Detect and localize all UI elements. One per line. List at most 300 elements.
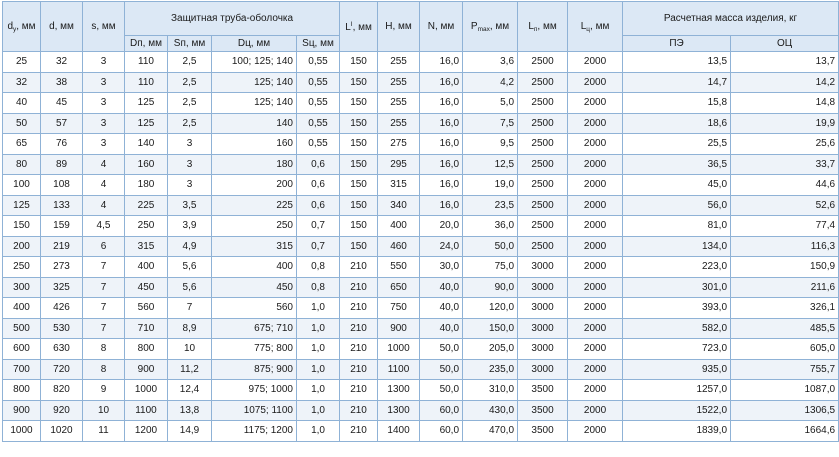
table-cell: 12,4 xyxy=(168,380,212,401)
table-cell: 16,0 xyxy=(420,154,463,175)
table-cell: 81,0 xyxy=(623,216,731,237)
table-cell: 133 xyxy=(41,195,83,216)
table-cell: 750 xyxy=(378,298,420,319)
table-cell: 4,9 xyxy=(168,236,212,257)
table-cell: 159 xyxy=(41,216,83,237)
table-cell: 150 xyxy=(340,113,378,134)
table-cell: 3000 xyxy=(518,257,568,278)
table-cell: 3 xyxy=(168,154,212,175)
table-cell: 7 xyxy=(83,318,125,339)
table-cell: 50,0 xyxy=(463,236,518,257)
table-cell: 25,6 xyxy=(731,134,839,155)
table-cell: 7 xyxy=(168,298,212,319)
col-header-n: N, мм xyxy=(420,2,463,52)
table-cell: 2000 xyxy=(568,134,623,155)
table-cell: 75,0 xyxy=(463,257,518,278)
table-cell: 430,0 xyxy=(463,400,518,421)
table-row xyxy=(3,277,839,298)
col-header-l: $L^I$, мм xyxy=(340,2,378,52)
table-cell: 10 xyxy=(83,400,125,421)
table-cell: 400 xyxy=(212,257,297,278)
table-cell: 3500 xyxy=(518,421,568,442)
table-cell: 116,3 xyxy=(731,236,839,257)
table-cell: 315 xyxy=(125,236,168,257)
table-cell: 3 xyxy=(168,134,212,155)
table-cell: 2500 xyxy=(518,236,568,257)
table-cell: 0,6 xyxy=(297,175,340,196)
table-cell: 50,0 xyxy=(420,380,463,401)
table-cell: 160 xyxy=(125,154,168,175)
table-cell: 52,6 xyxy=(731,195,839,216)
table-cell: 14,9 xyxy=(168,421,212,442)
table-cell: 450 xyxy=(125,277,168,298)
table-cell: 36,5 xyxy=(623,154,731,175)
table-cell: 140 xyxy=(125,134,168,155)
table-cell: 310,0 xyxy=(463,380,518,401)
table-body xyxy=(3,52,839,442)
table-cell: 210 xyxy=(340,318,378,339)
table-cell: 125 xyxy=(3,195,41,216)
table-cell: 7 xyxy=(83,257,125,278)
table-cell: 2000 xyxy=(568,318,623,339)
table-cell: 2000 xyxy=(568,93,623,114)
table-cell: 40,0 xyxy=(420,298,463,319)
table-cell: 65 xyxy=(3,134,41,155)
table-cell: 50 xyxy=(3,113,41,134)
table-cell: 150 xyxy=(340,134,378,155)
table-row xyxy=(3,380,839,401)
table-cell: 16,0 xyxy=(420,195,463,216)
table-cell: 755,7 xyxy=(731,359,839,380)
table-cell: 8 xyxy=(83,359,125,380)
table-cell: 125 xyxy=(125,113,168,134)
table-cell: 0,8 xyxy=(297,257,340,278)
table-cell: 32 xyxy=(41,52,83,73)
table-cell: 0,6 xyxy=(297,154,340,175)
table-cell: 210 xyxy=(340,421,378,442)
table-cell: 273 xyxy=(41,257,83,278)
table-row xyxy=(3,298,839,319)
col-header-sc: Sц, мм xyxy=(297,36,340,52)
table-cell: 800 xyxy=(3,380,41,401)
table-cell: 450 xyxy=(212,277,297,298)
table-cell: 2500 xyxy=(518,175,568,196)
table-cell: 935,0 xyxy=(623,359,731,380)
table-cell: 1,0 xyxy=(297,359,340,380)
table-cell: 60,0 xyxy=(420,421,463,442)
table-cell: 295 xyxy=(378,154,420,175)
table-cell: 393,0 xyxy=(623,298,731,319)
table-cell: 15,8 xyxy=(623,93,731,114)
table-cell: 340 xyxy=(378,195,420,216)
table-cell: 125; 140 xyxy=(212,93,297,114)
table-cell: 900 xyxy=(378,318,420,339)
table-cell: 5,0 xyxy=(463,93,518,114)
table-cell: 210 xyxy=(340,359,378,380)
table-cell: 9,5 xyxy=(463,134,518,155)
table-cell: 3 xyxy=(168,175,212,196)
table-cell: 40 xyxy=(3,93,41,114)
table-cell: 25 xyxy=(3,52,41,73)
col-header-pmax: $P_{max}$, мм xyxy=(463,2,518,52)
table-cell: 7 xyxy=(83,298,125,319)
table-cell: 13,7 xyxy=(731,52,839,73)
table-cell: 19,9 xyxy=(731,113,839,134)
table-cell: 100 xyxy=(3,175,41,196)
table-cell: 0,8 xyxy=(297,277,340,298)
table-row xyxy=(3,72,839,93)
table-row xyxy=(3,216,839,237)
table-cell: 150 xyxy=(340,154,378,175)
table-cell: 6 xyxy=(83,236,125,257)
table-cell: 530 xyxy=(41,318,83,339)
table-cell: 18,6 xyxy=(623,113,731,134)
table-cell: 975; 1000 xyxy=(212,380,297,401)
col-group-mass: Расчетная масса изделия, кг xyxy=(623,2,839,36)
table-cell: 900 xyxy=(3,400,41,421)
table-cell: 210 xyxy=(340,277,378,298)
table-cell: 1175; 1200 xyxy=(212,421,297,442)
table-cell: 4,2 xyxy=(463,72,518,93)
table-cell: 2000 xyxy=(568,339,623,360)
table-cell: 255 xyxy=(378,93,420,114)
table-row xyxy=(3,134,839,155)
table-cell: 1522,0 xyxy=(623,400,731,421)
table-cell: 150 xyxy=(3,216,41,237)
table-cell: 14,7 xyxy=(623,72,731,93)
table-cell: 12,5 xyxy=(463,154,518,175)
table-cell: 19,0 xyxy=(463,175,518,196)
table-cell: 1075; 1100 xyxy=(212,400,297,421)
table-cell: 2000 xyxy=(568,359,623,380)
table-cell: 400 xyxy=(3,298,41,319)
table-cell: 2500 xyxy=(518,113,568,134)
table-cell: 582,0 xyxy=(623,318,731,339)
table-cell: 110 xyxy=(125,52,168,73)
table-cell: 426 xyxy=(41,298,83,319)
table-cell: 150 xyxy=(340,72,378,93)
table-cell: 4 xyxy=(83,154,125,175)
table-cell: 700 xyxy=(3,359,41,380)
table-cell: 2000 xyxy=(568,400,623,421)
table-cell: 675; 710 xyxy=(212,318,297,339)
table-cell: 1300 xyxy=(378,380,420,401)
table-cell: 16,0 xyxy=(420,93,463,114)
table-cell: 205,0 xyxy=(463,339,518,360)
table-cell: 80 xyxy=(3,154,41,175)
table-cell: 723,0 xyxy=(623,339,731,360)
table-cell: 1,0 xyxy=(297,339,340,360)
table-cell: 920 xyxy=(41,400,83,421)
table-cell: 2000 xyxy=(568,380,623,401)
table-cell: 150 xyxy=(340,195,378,216)
table-cell: 1257,0 xyxy=(623,380,731,401)
table-row xyxy=(3,195,839,216)
table-cell: 7,5 xyxy=(463,113,518,134)
table-cell: 11,2 xyxy=(168,359,212,380)
table-cell: 2000 xyxy=(568,175,623,196)
table-cell: 605,0 xyxy=(731,339,839,360)
table-cell: 210 xyxy=(340,339,378,360)
table-cell: 3,6 xyxy=(463,52,518,73)
table-cell: 125 xyxy=(125,93,168,114)
table-row xyxy=(3,339,839,360)
col-header-pe: ПЭ xyxy=(623,36,731,52)
table-cell: 2,5 xyxy=(168,52,212,73)
table-cell: 32 xyxy=(3,72,41,93)
table-cell: 775; 800 xyxy=(212,339,297,360)
table-cell: 14,8 xyxy=(731,93,839,114)
table-cell: 326,1 xyxy=(731,298,839,319)
table-cell: 275 xyxy=(378,134,420,155)
table-cell: 1300 xyxy=(378,400,420,421)
col-header-dc: Dц, мм xyxy=(212,36,297,52)
table-cell: 180 xyxy=(125,175,168,196)
table-cell: 900 xyxy=(125,359,168,380)
table-cell: 1100 xyxy=(378,359,420,380)
table-cell: 45 xyxy=(41,93,83,114)
table-cell: 210 xyxy=(340,380,378,401)
header-row-1 xyxy=(3,2,839,36)
table-cell: 77,4 xyxy=(731,216,839,237)
table-cell: 250 xyxy=(212,216,297,237)
table-cell: 125; 140 xyxy=(212,72,297,93)
table-cell: 1839,0 xyxy=(623,421,731,442)
table-cell: 3 xyxy=(83,72,125,93)
table-cell: 315 xyxy=(212,236,297,257)
table-cell: 2500 xyxy=(518,195,568,216)
table-cell: 57 xyxy=(41,113,83,134)
table-cell: 3500 xyxy=(518,400,568,421)
table-row xyxy=(3,175,839,196)
table-cell: 2000 xyxy=(568,72,623,93)
table-cell: 250 xyxy=(125,216,168,237)
table-cell: 16,0 xyxy=(420,52,463,73)
table-cell: 23,5 xyxy=(463,195,518,216)
table-cell: 650 xyxy=(378,277,420,298)
table-cell: 2000 xyxy=(568,257,623,278)
table-cell: 0,7 xyxy=(297,236,340,257)
table-cell: 44,6 xyxy=(731,175,839,196)
table-cell: 150 xyxy=(340,52,378,73)
table-cell: 150,0 xyxy=(463,318,518,339)
table-cell: 38 xyxy=(41,72,83,93)
table-cell: 1306,5 xyxy=(731,400,839,421)
table-cell: 25,5 xyxy=(623,134,731,155)
table-cell: 3000 xyxy=(518,339,568,360)
table-cell: 210 xyxy=(340,298,378,319)
table-cell: 630 xyxy=(41,339,83,360)
table-cell: 40,0 xyxy=(420,318,463,339)
table-cell: 710 xyxy=(125,318,168,339)
table-cell: 3000 xyxy=(518,298,568,319)
table-cell: 301,0 xyxy=(623,277,731,298)
table-cell: 2,5 xyxy=(168,93,212,114)
table-cell: 20,0 xyxy=(420,216,463,237)
table-cell: 13,8 xyxy=(168,400,212,421)
table-cell: 50,0 xyxy=(420,359,463,380)
table-cell: 50,0 xyxy=(420,339,463,360)
table-cell: 0,55 xyxy=(297,134,340,155)
table-cell: 1000 xyxy=(378,339,420,360)
table-cell: 1000 xyxy=(3,421,41,442)
table-cell: 3 xyxy=(83,93,125,114)
table-cell: 225 xyxy=(125,195,168,216)
table-cell: 3 xyxy=(83,52,125,73)
table-cell: 560 xyxy=(125,298,168,319)
table-cell: 255 xyxy=(378,72,420,93)
table-cell: 0,55 xyxy=(297,52,340,73)
table-cell: 4 xyxy=(83,195,125,216)
table-cell: 16,0 xyxy=(420,134,463,155)
table-cell: 211,6 xyxy=(731,277,839,298)
col-header-dy: $d_y$, мм xyxy=(3,2,41,52)
col-group-protective-pipe: Защитная труба-оболочка xyxy=(125,2,340,36)
table-cell: 255 xyxy=(378,113,420,134)
table-cell: 1400 xyxy=(378,421,420,442)
table-cell: 550 xyxy=(378,257,420,278)
table-cell: 60,0 xyxy=(420,400,463,421)
table-row xyxy=(3,93,839,114)
table-cell: 8 xyxy=(83,339,125,360)
table-cell: 3000 xyxy=(518,359,568,380)
table-cell: 30,0 xyxy=(420,257,463,278)
table-cell: 1,0 xyxy=(297,298,340,319)
table-cell: 160 xyxy=(212,134,297,155)
table-cell: 3500 xyxy=(518,380,568,401)
table-cell: 820 xyxy=(41,380,83,401)
table-cell: 225 xyxy=(212,195,297,216)
table-cell: 0,6 xyxy=(297,195,340,216)
table-cell: 875; 900 xyxy=(212,359,297,380)
table-cell: 800 xyxy=(125,339,168,360)
table-row xyxy=(3,154,839,175)
table-cell: 150 xyxy=(340,236,378,257)
col-header-s: s, мм xyxy=(83,2,125,52)
pipe-specs-table xyxy=(2,1,839,442)
table-cell: 2500 xyxy=(518,154,568,175)
table-cell: 300 xyxy=(3,277,41,298)
table-cell: 120,0 xyxy=(463,298,518,319)
table-cell: 13,5 xyxy=(623,52,731,73)
table-cell: 2000 xyxy=(568,298,623,319)
table-cell: 1200 xyxy=(125,421,168,442)
table-cell: 2000 xyxy=(568,113,623,134)
table-cell: 0,7 xyxy=(297,216,340,237)
table-cell: 2500 xyxy=(518,93,568,114)
table-cell: 150 xyxy=(340,175,378,196)
table-cell: 40,0 xyxy=(420,277,463,298)
table-row xyxy=(3,318,839,339)
table-row xyxy=(3,236,839,257)
table-cell: 108 xyxy=(41,175,83,196)
table-cell: 460 xyxy=(378,236,420,257)
table-cell: 14,2 xyxy=(731,72,839,93)
table-cell: 2000 xyxy=(568,277,623,298)
col-header-sn: Sп, мм xyxy=(168,36,212,52)
table-cell: 200 xyxy=(3,236,41,257)
col-header-d: d, мм xyxy=(41,2,83,52)
table-cell: 3000 xyxy=(518,318,568,339)
table-cell: 4,5 xyxy=(83,216,125,237)
col-header-h: H, мм xyxy=(378,2,420,52)
table-cell: 0,55 xyxy=(297,72,340,93)
table-cell: 235,0 xyxy=(463,359,518,380)
table-cell: 150 xyxy=(340,216,378,237)
table-cell: 1664,6 xyxy=(731,421,839,442)
table-cell: 400 xyxy=(378,216,420,237)
table-cell: 5,6 xyxy=(168,257,212,278)
table-cell: 1087,0 xyxy=(731,380,839,401)
col-header-ln: $L_п$, мм xyxy=(518,2,568,52)
table-cell: 8,9 xyxy=(168,318,212,339)
table-cell: 500 xyxy=(3,318,41,339)
table-cell: 100; 125; 140 xyxy=(212,52,297,73)
table-cell: 0,55 xyxy=(297,93,340,114)
table-cell: 560 xyxy=(212,298,297,319)
table-cell: 45,0 xyxy=(623,175,731,196)
table-row xyxy=(3,113,839,134)
table-cell: 3,5 xyxy=(168,195,212,216)
table-cell: 134,0 xyxy=(623,236,731,257)
table-row xyxy=(3,359,839,380)
table-cell: 9 xyxy=(83,380,125,401)
table-row xyxy=(3,52,839,73)
table-cell: 1,0 xyxy=(297,421,340,442)
table-cell: 2000 xyxy=(568,52,623,73)
table-cell: 325 xyxy=(41,277,83,298)
table-cell: 1020 xyxy=(41,421,83,442)
table-cell: 180 xyxy=(212,154,297,175)
table-cell: 10 xyxy=(168,339,212,360)
table-cell: 250 xyxy=(3,257,41,278)
table-cell: 720 xyxy=(41,359,83,380)
table-cell: 255 xyxy=(378,52,420,73)
table-cell: 36,0 xyxy=(463,216,518,237)
table-row xyxy=(3,421,839,442)
table-cell: 1000 xyxy=(125,380,168,401)
table-cell: 2500 xyxy=(518,216,568,237)
col-header-dn: Dп, мм xyxy=(125,36,168,52)
table-cell: 600 xyxy=(3,339,41,360)
table-cell: 2500 xyxy=(518,134,568,155)
table-cell: 3 xyxy=(83,134,125,155)
table-cell: 150,9 xyxy=(731,257,839,278)
table-cell: 150 xyxy=(340,93,378,114)
table-cell: 3,9 xyxy=(168,216,212,237)
table-cell: 2000 xyxy=(568,195,623,216)
table-cell: 315 xyxy=(378,175,420,196)
table-cell: 3000 xyxy=(518,277,568,298)
table-cell: 223,0 xyxy=(623,257,731,278)
table-cell: 485,5 xyxy=(731,318,839,339)
table-cell: 2,5 xyxy=(168,72,212,93)
table-cell: 16,0 xyxy=(420,72,463,93)
table-cell: 210 xyxy=(340,257,378,278)
table-cell: 56,0 xyxy=(623,195,731,216)
table-cell: 24,0 xyxy=(420,236,463,257)
col-header-oc: ОЦ xyxy=(731,36,839,52)
table-cell: 2500 xyxy=(518,72,568,93)
table-cell: 470,0 xyxy=(463,421,518,442)
table-cell: 1,0 xyxy=(297,380,340,401)
table-cell: 4 xyxy=(83,175,125,196)
table-cell: 1,0 xyxy=(297,400,340,421)
table-cell: 7 xyxy=(83,277,125,298)
table-cell: 90,0 xyxy=(463,277,518,298)
table-cell: 400 xyxy=(125,257,168,278)
table-cell: 89 xyxy=(41,154,83,175)
